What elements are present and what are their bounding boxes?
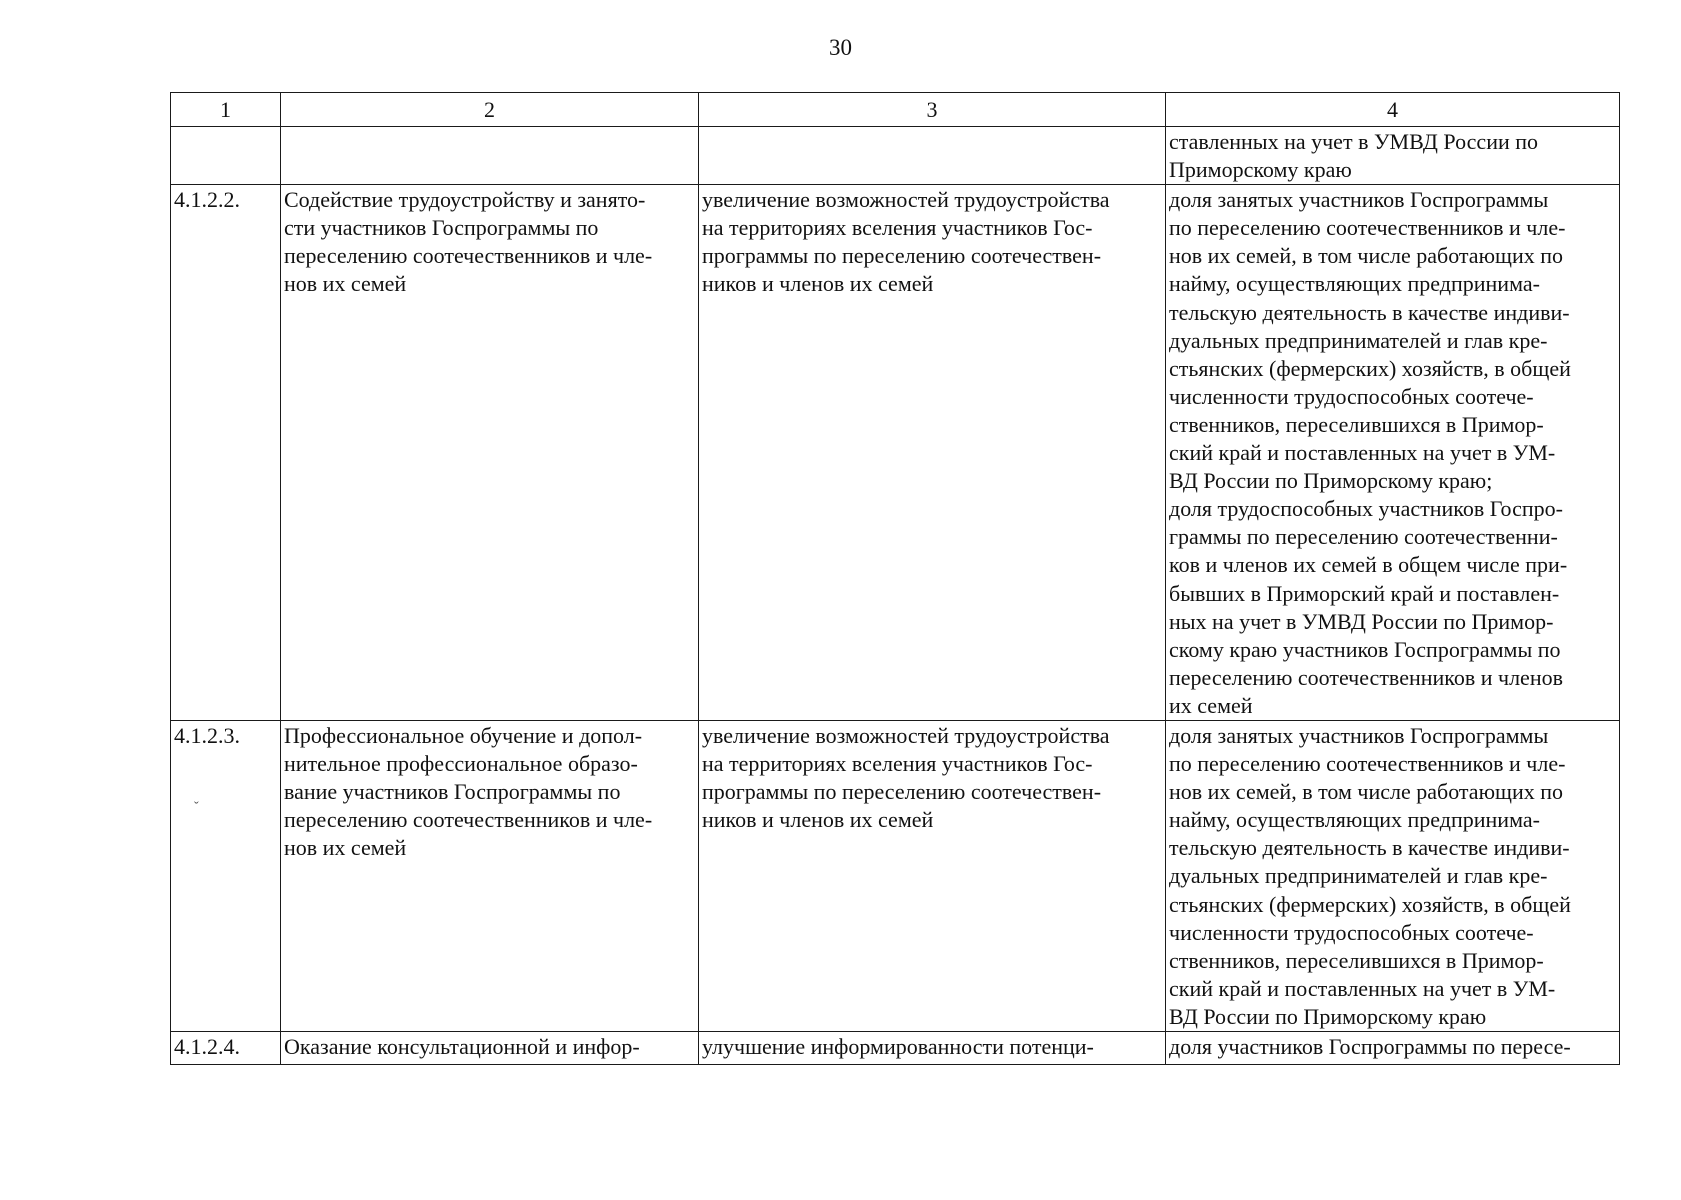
item-name: Содействие трудоустройству и занято- сти участников Госпрограммы по переселению соотечественников и чле- нов их семей — [281, 185, 699, 721]
table-row — [171, 185, 1620, 721]
item-indicator: ставленных на учет в УМВД России по Приморскому краю — [1166, 127, 1620, 185]
page-number: 30 — [829, 35, 852, 60]
item-number: 4.1.2.4. — [171, 1032, 281, 1065]
column-header: 1 — [171, 93, 281, 127]
item-result: увеличение возможностей трудоустройства на территориях вселения участников Гос- программы по переселению соотечествен- ников и членов их семей — [699, 185, 1166, 721]
program-table — [170, 92, 1620, 1065]
item-number: 4.1.2.3. — [171, 720, 281, 1031]
column-header: 4 — [1166, 93, 1620, 127]
table-header-row — [171, 93, 1620, 127]
item-indicator: доля занятых участников Госпрограммы по переселению соотечественников и чле- нов их семей, в том числе работающих по найму, осуществляющих предпринима- тельскую деятельность в качестве индиви- дуальных предпринимателей и глав кре- стьянских (фермерских) хозяйств, в общей численности трудоспособных соотече- ственников, переселившихся в Примор- ский край и поставленных на учет в УМ- ВД России по Приморскому краю — [1166, 720, 1620, 1031]
item-name: Оказание консультационной и инфор- — [281, 1032, 699, 1065]
table-row — [171, 1032, 1620, 1065]
item-result: улучшение информированности потенци- — [699, 1032, 1166, 1065]
item-result — [699, 127, 1166, 185]
item-number — [171, 127, 281, 185]
column-header: 3 — [699, 93, 1166, 127]
table-row — [171, 127, 1620, 185]
table-row — [171, 720, 1620, 1031]
item-name: Профессиональное обучение и допол- нительное профессиональное образо- вание участников Госпрограммы по переселению соотечественников и чле- нов их семей — [281, 720, 699, 1031]
item-name — [281, 127, 699, 185]
item-indicator: доля участников Госпрограммы по пересе- — [1166, 1032, 1620, 1065]
column-header: 2 — [281, 93, 699, 127]
item-indicator: доля занятых участников Госпрограммы по переселению соотечественников и чле- нов их семей, в том числе работающих по найму, осуществляющих предпринима- тельскую деятельность в качестве индиви- дуальных предпринимателей и глав кре- стьянских (фермерских) хозяйств, в общей численности трудоспособных соотече- ственников, переселившихся в Примор- ский край и поставленных на учет в УМ- ВД России по Приморскому краю; доля трудоспособных участников Госпро- граммы по переселению соотечественни- ков и членов их семей в общем числе при- бывших в Приморский край и поставлен- ных на учет в УМВД России по Примор- скому краю участников Госпрограммы по переселению соотечественников и членов их семей — [1166, 185, 1620, 721]
item-result: увеличение возможностей трудоустройства на территориях вселения участников Гос- программы по переселению соотечествен- ников и членов их семей — [699, 720, 1166, 1031]
scan-artifact-mark: ˇ — [194, 800, 199, 815]
item-number: 4.1.2.2. — [171, 185, 281, 721]
